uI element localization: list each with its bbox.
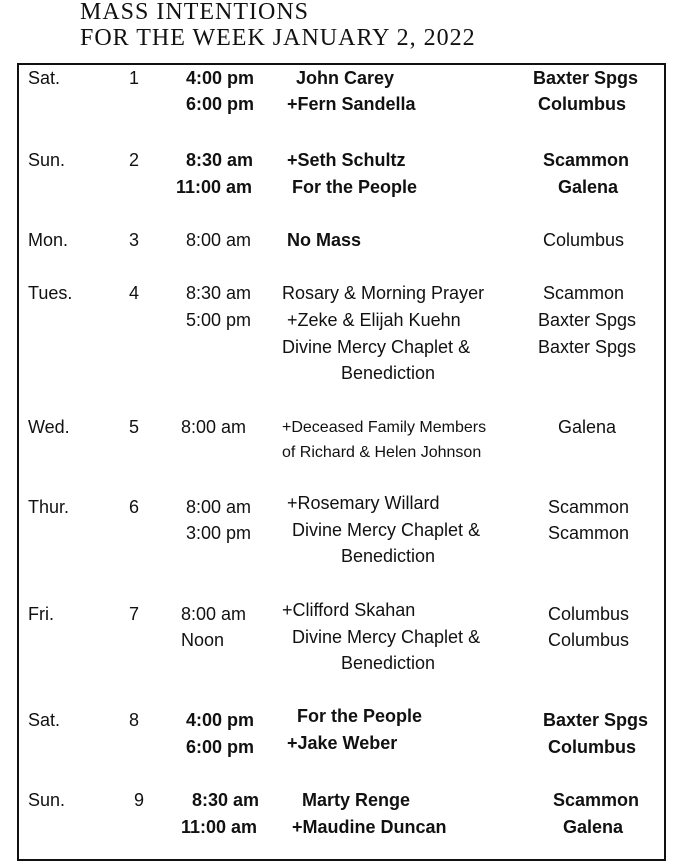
mass-time: 11:00 am [176,177,253,197]
day-label: Thur. [28,497,70,517]
location: Galena [558,177,619,197]
mass-time: 4:00 pm [186,68,255,88]
intention: For the People [297,706,423,726]
day-number: 7 [129,604,140,624]
intention: +Zeke & Elijah Kuehn [287,310,461,330]
location: Galena [563,817,624,837]
mass-time: 8:00 am [186,497,252,517]
mass-time: 3:00 pm [186,523,252,543]
location: Columbus [548,737,636,757]
mass-time: 8:30 am [192,790,260,810]
mass-time: 8:00 am [181,604,247,624]
location: Scammon [543,283,625,303]
mass-time: Noon [181,630,225,650]
intention: +Clifford Skahan [282,600,416,620]
day-number: 8 [129,710,140,730]
mass-time: 4:00 pm [186,710,255,730]
location: Baxter Spgs [538,337,637,357]
day-label: Sun. [28,150,66,170]
intention: Benediction [341,546,436,566]
intention: +Jake Weber [287,733,398,753]
title-line-1: MASS INTENTIONS [80,0,310,25]
mass-time: 8:00 am [186,230,252,250]
intention: For the People [292,177,418,197]
mass-time: 8:30 am [186,150,254,170]
day-label: Sun. [28,790,66,810]
day-number: 9 [134,790,145,810]
intention: Rosary & Morning Prayer [282,283,485,303]
intention: Benediction [341,363,436,383]
location: Columbus [538,94,626,114]
day-label: Mon. [28,230,69,250]
intention: of Richard & Helen Johnson [282,444,482,461]
location: Columbus [548,604,630,624]
day-label: Sat. [28,68,61,88]
intention: Divine Mercy Chaplet & [292,627,481,647]
location: Galena [558,417,617,437]
location: Columbus [543,230,625,250]
intention: +Rosemary Willard [287,493,440,513]
mass-time: 8:00 am [181,417,247,437]
intention: Divine Mercy Chaplet & [282,337,471,357]
intention: Divine Mercy Chaplet & [292,520,481,540]
mass-time: 5:00 pm [186,310,252,330]
intention: Benediction [341,653,436,673]
location: Scammon [548,497,630,517]
location: Scammon [543,150,630,170]
day-label: Wed. [28,417,70,437]
day-number: 6 [129,497,140,517]
mass-time: 11:00 am [181,817,258,837]
location: Scammon [548,523,630,543]
location: Baxter Spgs [538,310,637,330]
day-number: 4 [129,283,140,303]
location: Columbus [548,630,630,650]
mass-time: 6:00 pm [186,737,255,757]
intention: No Mass [287,230,362,250]
intention: John Carey [296,68,395,88]
intention: +Deceased Family Members [282,419,487,436]
day-label: Tues. [28,283,73,303]
location: Baxter Spgs [533,68,639,88]
day-number: 1 [129,68,140,88]
intention: +Maudine Duncan [292,817,447,837]
intention: +Seth Schultz [287,150,406,170]
location: Baxter Spgs [543,710,649,730]
day-label: Sat. [28,710,61,730]
mass-time: 8:30 am [186,283,252,303]
mass-time: 6:00 pm [186,94,255,114]
day-label: Fri. [28,604,54,624]
day-number: 3 [129,230,140,250]
location: Scammon [553,790,640,810]
intention: Marty Renge [302,790,411,810]
day-number: 2 [129,150,140,170]
intention: +Fern Sandella [287,94,416,114]
title-line-2: FOR THE WEEK JANUARY 2, 2022 [80,25,476,51]
day-number: 5 [129,417,140,437]
